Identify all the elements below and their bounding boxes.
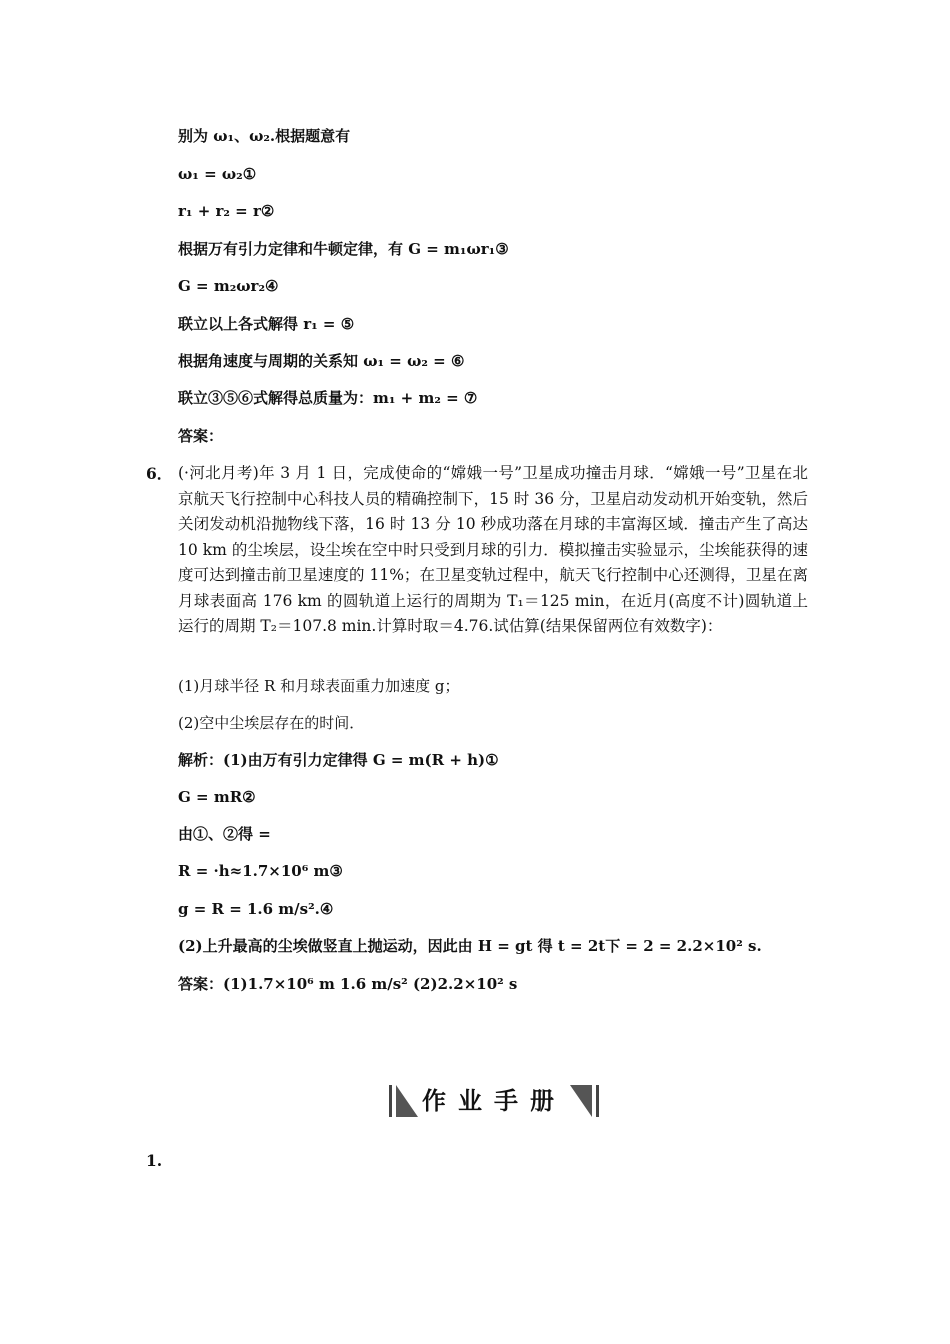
answer-label: 答案： xyxy=(178,427,224,445)
analysis-line-2: G = mR② xyxy=(178,788,256,806)
analysis-line-4: R = ·h≈1.7×10⁶ m③ xyxy=(178,862,343,880)
question-number: 6． xyxy=(146,464,173,483)
solution-line-2: ω₁ = ω₂① xyxy=(178,165,257,183)
solution-line-6: 联立以上各式解得 r₁ = ⑤ xyxy=(178,315,355,333)
solution-line-7: 根据角速度与周期的关系知 ω₁ = ω₂ = ⑥ xyxy=(178,352,465,370)
section-banner xyxy=(388,1083,600,1119)
final-answer: 答案：(1)1.7×10⁶ m 1.6 m/s² (2)2.2×10² s xyxy=(178,975,518,993)
sub-question-1: (1)月球半径 R 和月球表面重力加速度 g； xyxy=(178,677,460,695)
solution-line-8: 联立③⑤⑥式解得总质量为：m₁ + m₂ = ⑦ xyxy=(178,389,478,407)
next-question-number: 1. xyxy=(146,1151,163,1170)
solution-line-1: 别为 ω₁、ω₂.根据题意有 xyxy=(178,127,351,145)
solution-line-5: G = m₂ωr₂④ xyxy=(178,277,279,295)
analysis-line-6: (2)上升最高的尘埃做竖直上抛运动，因此由 H = gt 得 t = 2t下 = 2 = 2.2×10² s. xyxy=(178,937,762,955)
analysis-line-1: 解析：(1)由万有引力定律得 G = m(R + h)① xyxy=(178,751,499,769)
solution-line-3: r₁ + r₂ = r② xyxy=(178,202,275,220)
sub-question-2: (2)空中尘埃层存在的时间． xyxy=(178,714,365,732)
analysis-line-5: g = R = 1.6 m/s².④ xyxy=(178,900,334,918)
banner-title: 作业手册 xyxy=(422,1087,566,1115)
solution-line-4: 根据万有引力定律和牛顿定律，有 G = m₁ωr₁③ xyxy=(178,240,509,258)
analysis-line-3: 由①、②得 = xyxy=(178,825,271,843)
question-text: (·河北月考)年 3 月 1 日，完成使命的“嫦娥一号”卫星成功撞击月球．“嫦娥一号”卫星在北京航天飞行控制中心科技人员的精确控制下，15 时 36 分，卫星启动发动机开始变轨，然后关闭发动机沿抛物线下落，16 时 13 分 10 秒成功落在月球的丰富海区域．撞击产生了高达 10 km 的尘埃层，设尘埃在空中时只受到月球的引力．模拟撞击实验显示，尘埃能获得的速度可达到撞击前卫星速度的 11%；在卫星变轨过程中，航天飞行控制中心还测得，卫星在离月球表面高 176 km 的圆轨道上运行的周期为 T₁＝125 min，在近月(高度不计)圆轨道上运行的周期 T₂＝107.8 min.计算时取＝4.76.试估算(结果保留两位有效数字)： xyxy=(178,464,808,635)
